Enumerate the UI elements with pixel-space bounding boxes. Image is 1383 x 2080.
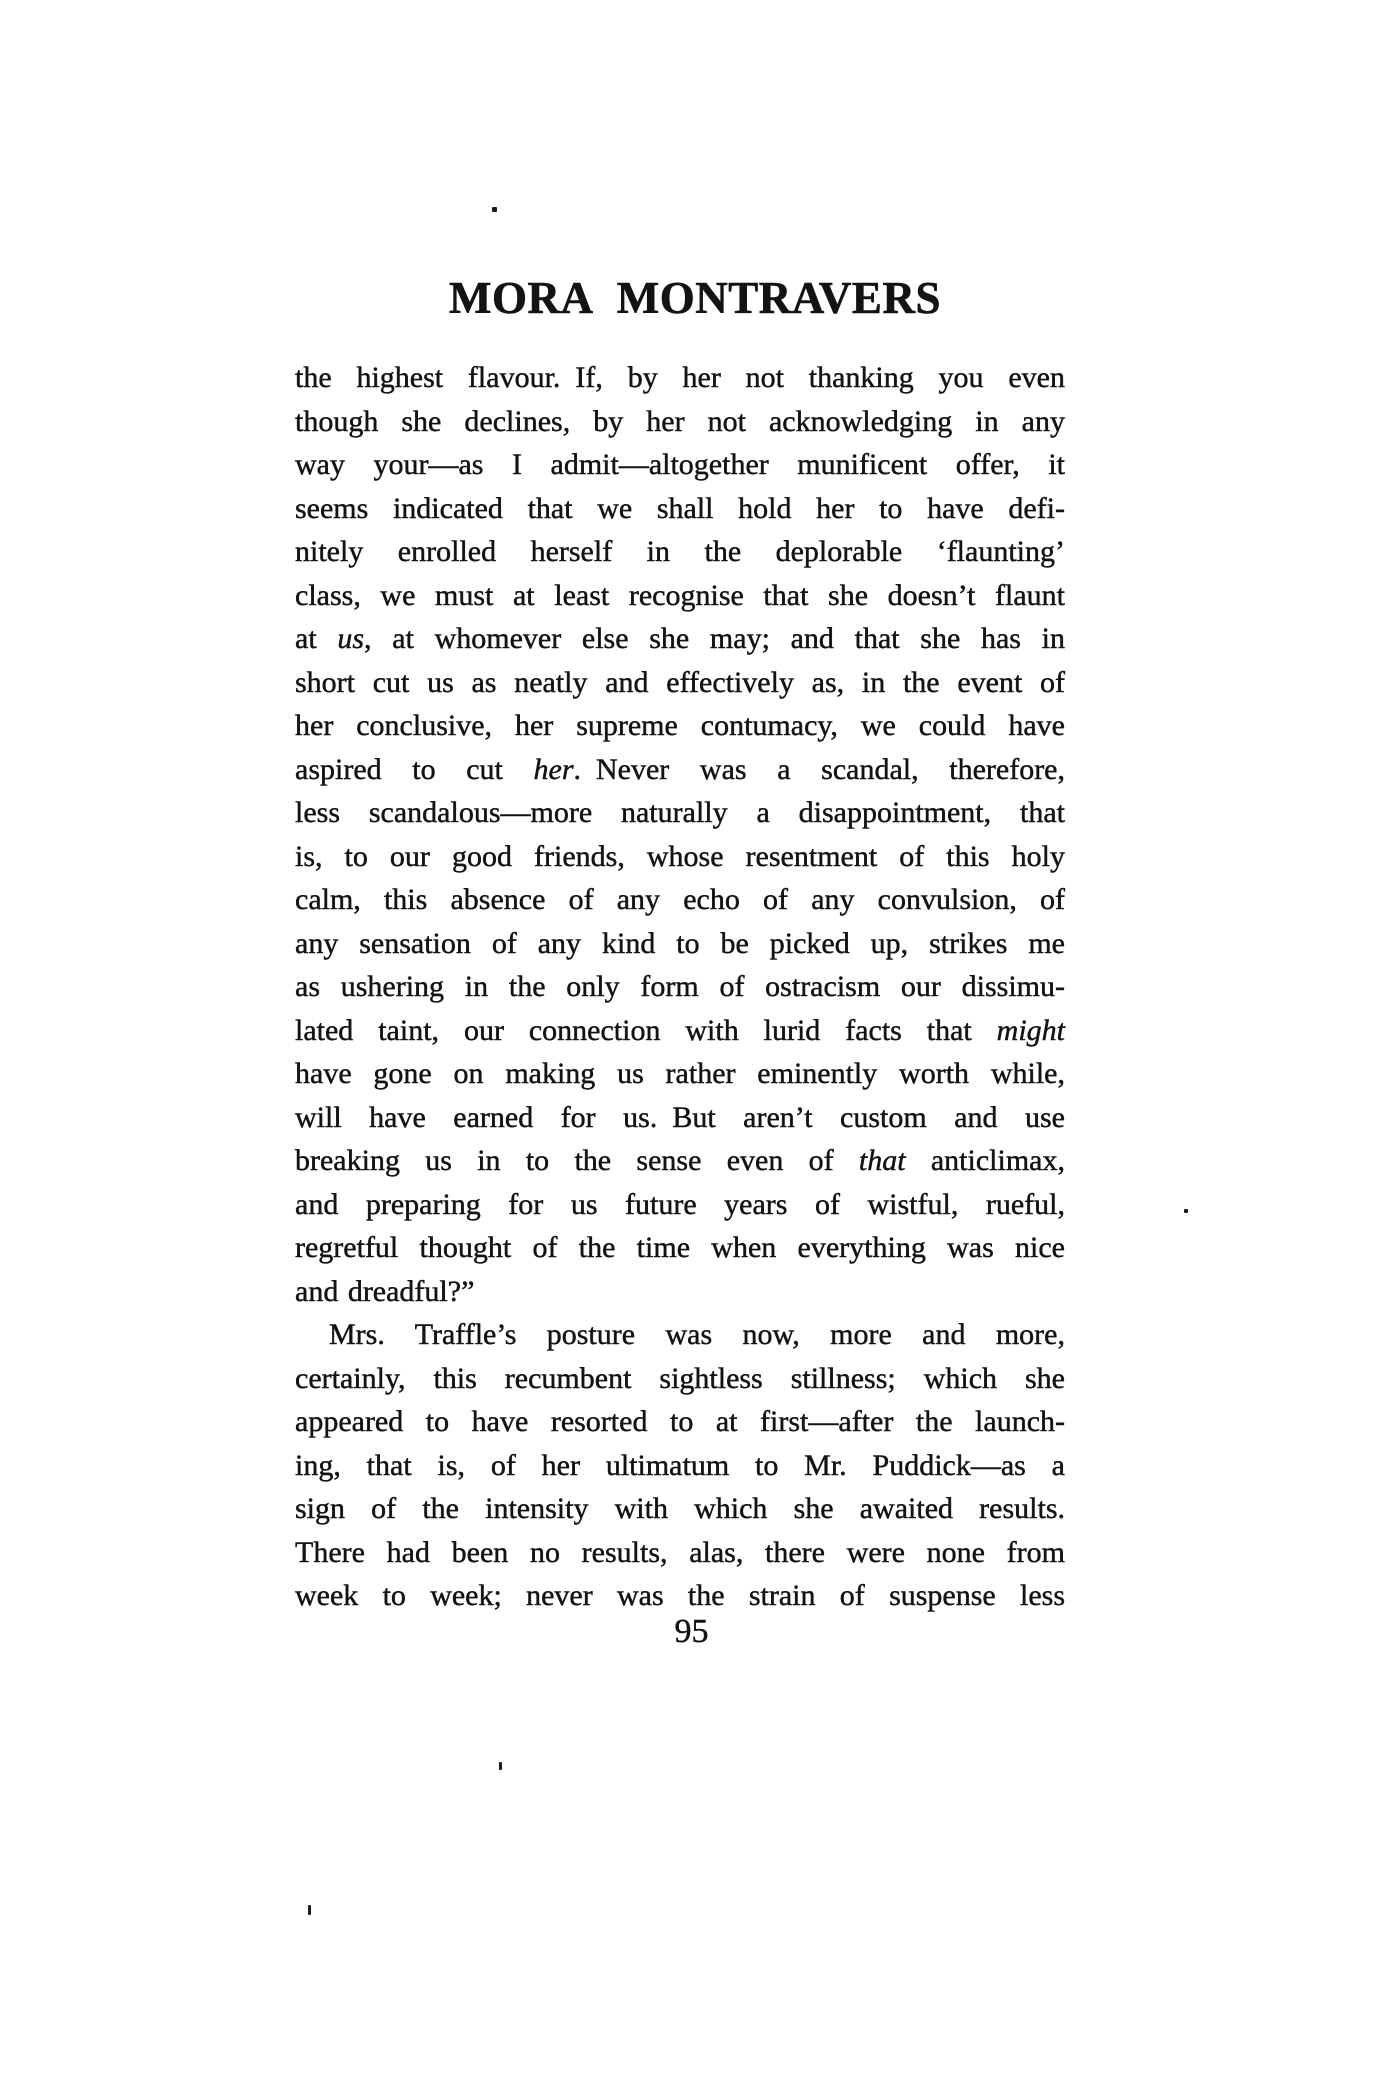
body-text: short cut us as neatly and effectively as, in the event of xyxy=(295,665,1065,699)
text-block xyxy=(295,356,1065,1618)
body-text: anticlimax, xyxy=(905,1144,1065,1177)
body-text: her conclusive, her supreme contumacy, we could have xyxy=(295,709,1065,742)
body-text: and preparing for us future years of wistful, rueful, xyxy=(295,1187,1065,1221)
page-number: 95 xyxy=(674,1613,709,1650)
body-text: and dreadful?” xyxy=(295,1274,475,1308)
text-line xyxy=(295,530,1065,574)
body-text: ing, that is, of her ultimatum to Mr. Puddick—as a xyxy=(295,1448,1065,1482)
body-text: calm, this absence of any echo of any convulsion, of xyxy=(295,883,1065,916)
text-line xyxy=(295,1531,1065,1575)
text-line xyxy=(295,748,1065,792)
text-line xyxy=(295,1487,1065,1531)
body-text: less scandalous—more naturally a disappointment, that xyxy=(295,796,1065,829)
italic-text: her xyxy=(533,752,574,786)
body-text: way your—as I admit—altogether munificent offer, it xyxy=(295,448,1065,481)
text-line xyxy=(295,443,1065,487)
text-line xyxy=(295,1270,1065,1314)
text-line xyxy=(295,617,1065,661)
body-text: have gone on making us rather eminently worth while, xyxy=(295,1057,1065,1090)
body-text: Mrs. Traffle’s posture was now, more and more, xyxy=(329,1318,1065,1351)
text-line xyxy=(295,1139,1065,1183)
text-line xyxy=(295,1313,1065,1357)
scan-speck xyxy=(499,1762,502,1770)
body-text: breaking us in to the sense even of xyxy=(295,1144,859,1177)
body-text: class, we must at least recognise that she doesn’t flaunt xyxy=(295,578,1065,612)
text-line xyxy=(295,1009,1065,1053)
body-text: though she declines, by her not acknowledging in any xyxy=(295,404,1065,438)
text-line xyxy=(295,356,1065,400)
body-text: There had been no results, alas, there were none from xyxy=(295,1535,1065,1569)
body-text: . Never was a scandal, therefore, xyxy=(573,752,1065,786)
text-line xyxy=(295,1400,1065,1444)
body-text: nitely enrolled herself in the deplorable ‘flaunting’ xyxy=(295,535,1065,568)
body-text: aspired to cut xyxy=(295,752,534,786)
paragraph xyxy=(295,1313,1065,1618)
body-text: will have earned for us. But aren’t custom and use xyxy=(295,1100,1065,1134)
body-text: , at whomever else she may; and that she has in xyxy=(364,622,1065,655)
body-text: any sensation of any kind to be picked up, strikes me xyxy=(295,926,1065,960)
scan-speck xyxy=(1184,1209,1188,1213)
text-line xyxy=(295,661,1065,705)
text-line xyxy=(295,1096,1065,1140)
text-line xyxy=(295,704,1065,748)
body-text: week to week; never was the strain of suspense less xyxy=(295,1579,1065,1612)
body-text: regretful thought of the time when everything was nice xyxy=(295,1231,1065,1264)
body-text: at xyxy=(295,622,338,655)
body-text: appeared to have resorted to at first—after the launch- xyxy=(295,1405,1065,1438)
text-line xyxy=(295,1574,1065,1618)
body-text: is, to our good friends, whose resentment of this holy xyxy=(295,839,1065,873)
italic-text: that xyxy=(858,1144,906,1177)
body-text: lated taint, our connection with lurid facts that xyxy=(295,1013,997,1047)
page-title: MORA MONTRAVERS xyxy=(449,273,941,323)
text-line xyxy=(295,1357,1065,1401)
body-text: seems indicated that we shall hold her to have defi- xyxy=(295,491,1065,525)
text-line xyxy=(295,574,1065,618)
scan-speck xyxy=(492,207,497,212)
paragraph xyxy=(295,356,1065,1313)
italic-text: us xyxy=(337,622,365,655)
text-line xyxy=(295,1052,1065,1096)
body-text: the highest flavour. If, by her not thanking you even xyxy=(295,361,1065,394)
text-line xyxy=(295,1444,1065,1488)
body-text: as ushering in the only form of ostracism our dissimu- xyxy=(295,970,1065,1003)
body-text: sign of the intensity with which she awaited results. xyxy=(295,1492,1065,1525)
text-line xyxy=(295,922,1065,966)
text-line xyxy=(295,878,1065,922)
text-line xyxy=(295,965,1065,1009)
text-line xyxy=(295,791,1065,835)
text-line xyxy=(295,1183,1065,1227)
scan-speck xyxy=(308,1905,311,1915)
text-line xyxy=(295,400,1065,444)
body-text: certainly, this recumbent sightless stillness; which she xyxy=(295,1361,1065,1395)
text-line xyxy=(295,487,1065,531)
text-line xyxy=(295,1226,1065,1270)
text-line xyxy=(295,835,1065,879)
italic-text: might xyxy=(996,1013,1065,1047)
